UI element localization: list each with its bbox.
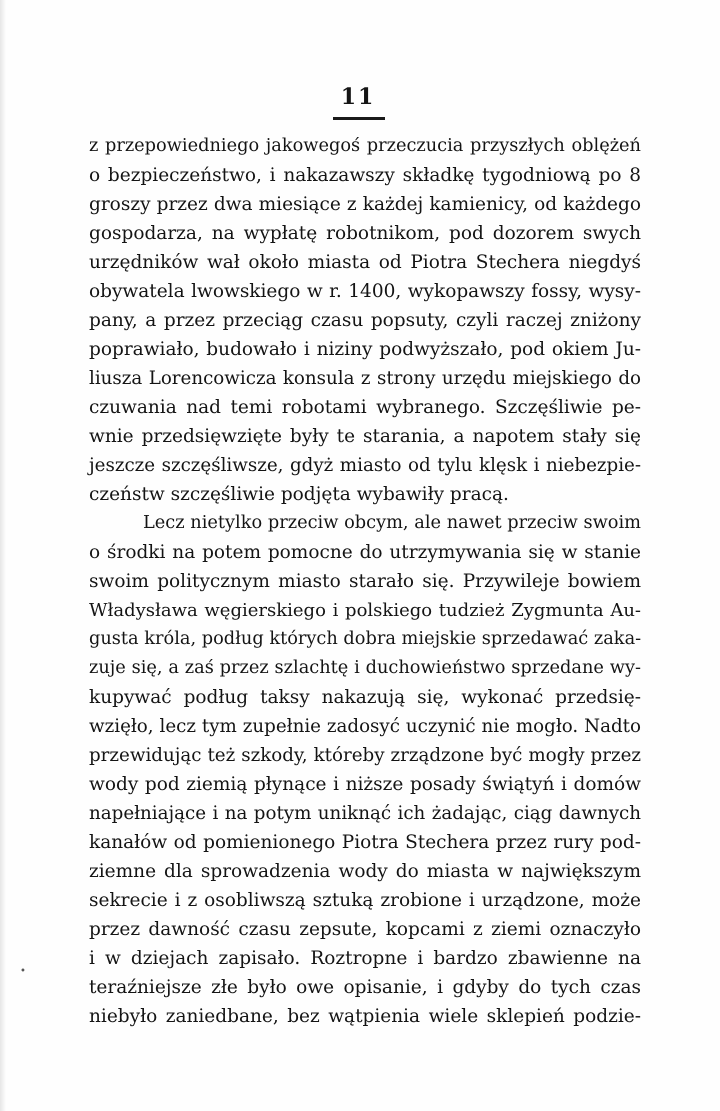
text-line: napełniające i na potym uniknąć ich żadając, ciąg dawnych bbox=[89, 803, 641, 824]
text-line: o bezpieczeństwo, i nakazawszy składkę tygodniową po 8 bbox=[89, 165, 641, 186]
text-line: przez dawność czasu zepsute, kopcami z ziemi oznaczyło bbox=[89, 919, 641, 940]
text-line: Lecz nietylko przeciw obcym, ale nawet przeciw swoim bbox=[143, 513, 641, 533]
page-number-rule bbox=[333, 117, 385, 120]
paragraph-2 bbox=[89, 509, 641, 1031]
text-line: jeszcze szczęśliwsze, gdyż miasto od tylu klęsk i niebezpie- bbox=[89, 455, 641, 476]
text-line: zuje się, a zaś przez szlachtę i duchowieństwo sprzedane wy- bbox=[89, 658, 641, 678]
text-line: wzięło, lecz tym zupełnie zadosyć uczynić nie mogło. Nadto bbox=[89, 716, 641, 737]
text-line: liusza Lorencowicza konsula z strony urzędu miejskiego do bbox=[89, 368, 641, 389]
page-edge-shadow bbox=[0, 0, 6, 1111]
text-line: i w dziejach zapisało. Roztropne i bardzo zbawienne na bbox=[89, 948, 641, 969]
text-line: czuwania nad temi robotami wybranego. Szczęśliwie pe- bbox=[89, 397, 641, 418]
page-number: 11 bbox=[340, 84, 376, 110]
text-line: niebyło zaniedbane, bez wątpienia wiele sklepień podzie- bbox=[89, 1006, 641, 1027]
text-line: o środki na potem pomocne do utrzymywania się w stanie bbox=[89, 542, 641, 563]
margin-mark: • bbox=[20, 966, 26, 977]
text-line: Władysława węgierskiego i polskiego tudzież Zygmunta Au- bbox=[89, 600, 641, 621]
body-text bbox=[89, 132, 641, 1031]
text-line: z przepowiedniego jakowegoś przeczucia przyszłych oblężeń bbox=[89, 136, 641, 156]
text-line: swoim politycznym miasto starało się. Przywileje bowiem bbox=[89, 571, 641, 592]
paragraph-1 bbox=[89, 132, 641, 509]
text-line: gusta króla, podług których dobra miejskie sprzedawać zaka- bbox=[89, 629, 642, 649]
text-line: wnie przedsięwzięte były te starania, a napotem stały się bbox=[89, 426, 641, 447]
text-line: obywatela lwowskiego w r. 1400, wykopawszy fossy, wysy- bbox=[89, 281, 641, 302]
text-line: przewidując też szkody, któreby zrządzone być mogły przez bbox=[89, 745, 641, 766]
text-line: gospodarza, na wypłatę robotnikom, pod dozorem swych bbox=[89, 223, 641, 244]
text-line: wody pod ziemią płynące i niższe posady świątyń i domów bbox=[89, 774, 641, 795]
text-line: poprawiało, budowało i niziny podwyższało, pod okiem Ju- bbox=[89, 339, 641, 360]
text-line: urzędników wał około miasta od Piotra Stechera niegdyś bbox=[89, 252, 641, 273]
text-line: pany, a przez przeciąg czasu popsuty, czyli raczej zniżony bbox=[89, 310, 641, 331]
text-line: kanałów od pomienionego Piotra Stechera przez rury pod- bbox=[89, 832, 641, 853]
text-line: teraźniejsze złe było owe opisanie, i gdyby do tych czas bbox=[89, 977, 641, 998]
text-line: czeństw szczęśliwie podjęta wybawiły pracą. bbox=[89, 484, 509, 505]
text-line: groszy przez dwa miesiące z każdej kamienicy, od każdego bbox=[89, 194, 641, 215]
text-line: ziemne dla sprowadzenia wody do miasta w największym bbox=[89, 861, 641, 882]
text-line: kupywać podług taksy nakazują się, wykonać przedsię- bbox=[89, 687, 641, 708]
text-line: sekrecie i z osobliwszą sztuką zrobione i urządzone, może bbox=[89, 890, 641, 911]
